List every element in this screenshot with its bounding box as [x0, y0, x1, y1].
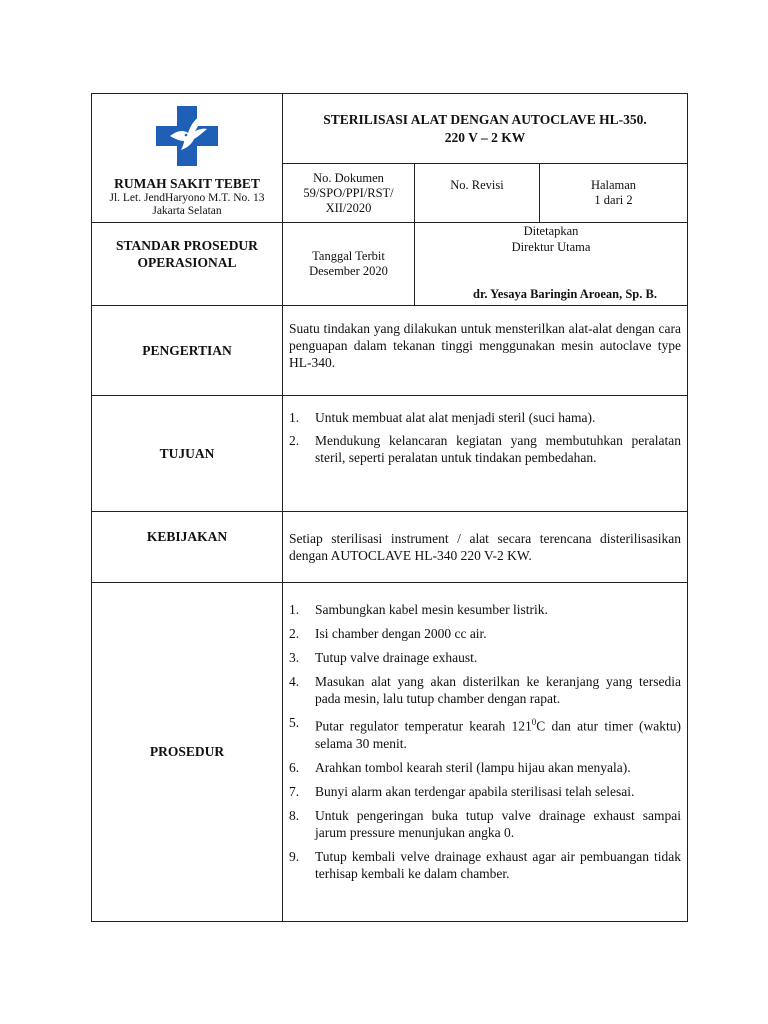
pengertian-label: PENGERTIAN [142, 342, 232, 358]
hospital-address-line1: Jl. Let. JendHaryono M.T. No. 13 [109, 192, 265, 204]
sop-label-line1: STANDAR PROSEDUR [116, 238, 258, 253]
approval-cell [415, 223, 688, 306]
title-cell [283, 94, 688, 164]
tujuan-label-cell [92, 396, 283, 512]
pengertian-label-cell [92, 306, 283, 396]
kebijakan-text: Setiap sterilisasi instrument / alat secara terencana disterilisasikan dengan AUTOCLAVE HL-340 220 V-2 KW. [289, 531, 682, 563]
hospital-cross-dove-icon [156, 106, 218, 166]
approval-line1: Ditetapkan [523, 224, 579, 238]
document-title-line1: STERILISASI ALAT DENGAN AUTOCLAVE HL-350. [323, 111, 647, 127]
list-item: 9. Tutup kembali velve drainage exhaust agar air pembuangan tidak terhisap kembali ke dalam chamber. [289, 848, 682, 881]
pengertian-text: Suatu tindakan yang dilakukan untuk mensterilkan alat-alat dengan cara penguapan dalam tekanan tinggi menggunakan mesin autoclave type HL-340. [289, 321, 682, 370]
sop-document [91, 93, 687, 922]
list-item: 8. Untuk pengeringan buka tutup valve drainage exhaust sampai jarum pressure menunjukan angka 0. [289, 807, 682, 840]
list-item: 6. Arahkan tombol kearah steril (lampu hijau akan menyala). [289, 759, 631, 775]
page-cell [540, 164, 688, 223]
hospital-cell [92, 94, 283, 223]
list-item: 2. Mendukung kelancaran kegiatan yang membutuhkan peralatan steril, seperti peralatan untuk tindakan pembedahan. [289, 433, 682, 465]
list-item: 7. Bunyi alarm akan terdengar apabila sterilisasi telah selesai. [289, 783, 635, 799]
list-item: 5. Putar regulator temperatur kearah $121^0C$ dan atur timer (waktu) selama 30 menit. [289, 715, 682, 751]
hospital-name: RUMAH SAKIT TEBET [114, 176, 260, 191]
kebijakan-label: KEBIJAKAN [146, 529, 228, 544]
revision-cell [415, 164, 540, 223]
document-number-label: No. Dokumen [313, 170, 384, 185]
document-number-value-line2: XII/2020 [325, 200, 372, 215]
issue-date-cell [283, 223, 415, 306]
approver-name: dr. Yesaya Baringin Aroean, Sp. B. [473, 287, 657, 301]
document-number-value-line1: 59/SPO/PPI/RST/ [303, 185, 394, 200]
prosedur-content-cell [283, 583, 688, 922]
pengertian-content-cell [283, 306, 688, 396]
list-item: 3. Tutup valve drainage exhaust. [289, 650, 478, 665]
issue-date-label: Tanggal Terbit [312, 249, 385, 263]
sop-table [91, 93, 688, 922]
approval-line2: Direktur Utama [511, 240, 591, 254]
list-item: 2. Isi chamber dengan 2000 cc air. [289, 626, 487, 641]
document-title-line2: 220 V – 2 KW [444, 129, 526, 145]
list-item: 1. Sambungkan kabel mesin kesumber listrik. [289, 602, 548, 617]
prosedur-label-cell [92, 583, 283, 922]
sop-label-cell [92, 223, 283, 306]
list-item: 1. Untuk membuat alat alat menjadi steril (suci hama). [289, 410, 596, 425]
tujuan-label: TUJUAN [159, 445, 215, 461]
sop-label-line2: OPERASIONAL [137, 255, 237, 270]
prosedur-label: PROSEDUR [149, 744, 225, 759]
prosedur-list [289, 601, 681, 882]
hospital-address-line2: Jakarta Selatan [152, 205, 222, 217]
revision-label: No. Revisi [450, 178, 504, 192]
issue-date-value: Desember 2020 [309, 264, 388, 278]
document-number-cell [283, 164, 415, 223]
kebijakan-label-cell [92, 512, 283, 583]
page-label: Halaman [590, 178, 637, 192]
tujuan-content-cell [283, 396, 688, 512]
tujuan-list [289, 409, 681, 466]
page-value: 1 dari 2 [594, 193, 633, 207]
kebijakan-content-cell [283, 512, 688, 583]
list-item: 4. Masukan alat yang akan disterilkan ke keranjang yang tersedia pada mesin, lalu tutup chamber dengan rapat. [289, 674, 682, 706]
